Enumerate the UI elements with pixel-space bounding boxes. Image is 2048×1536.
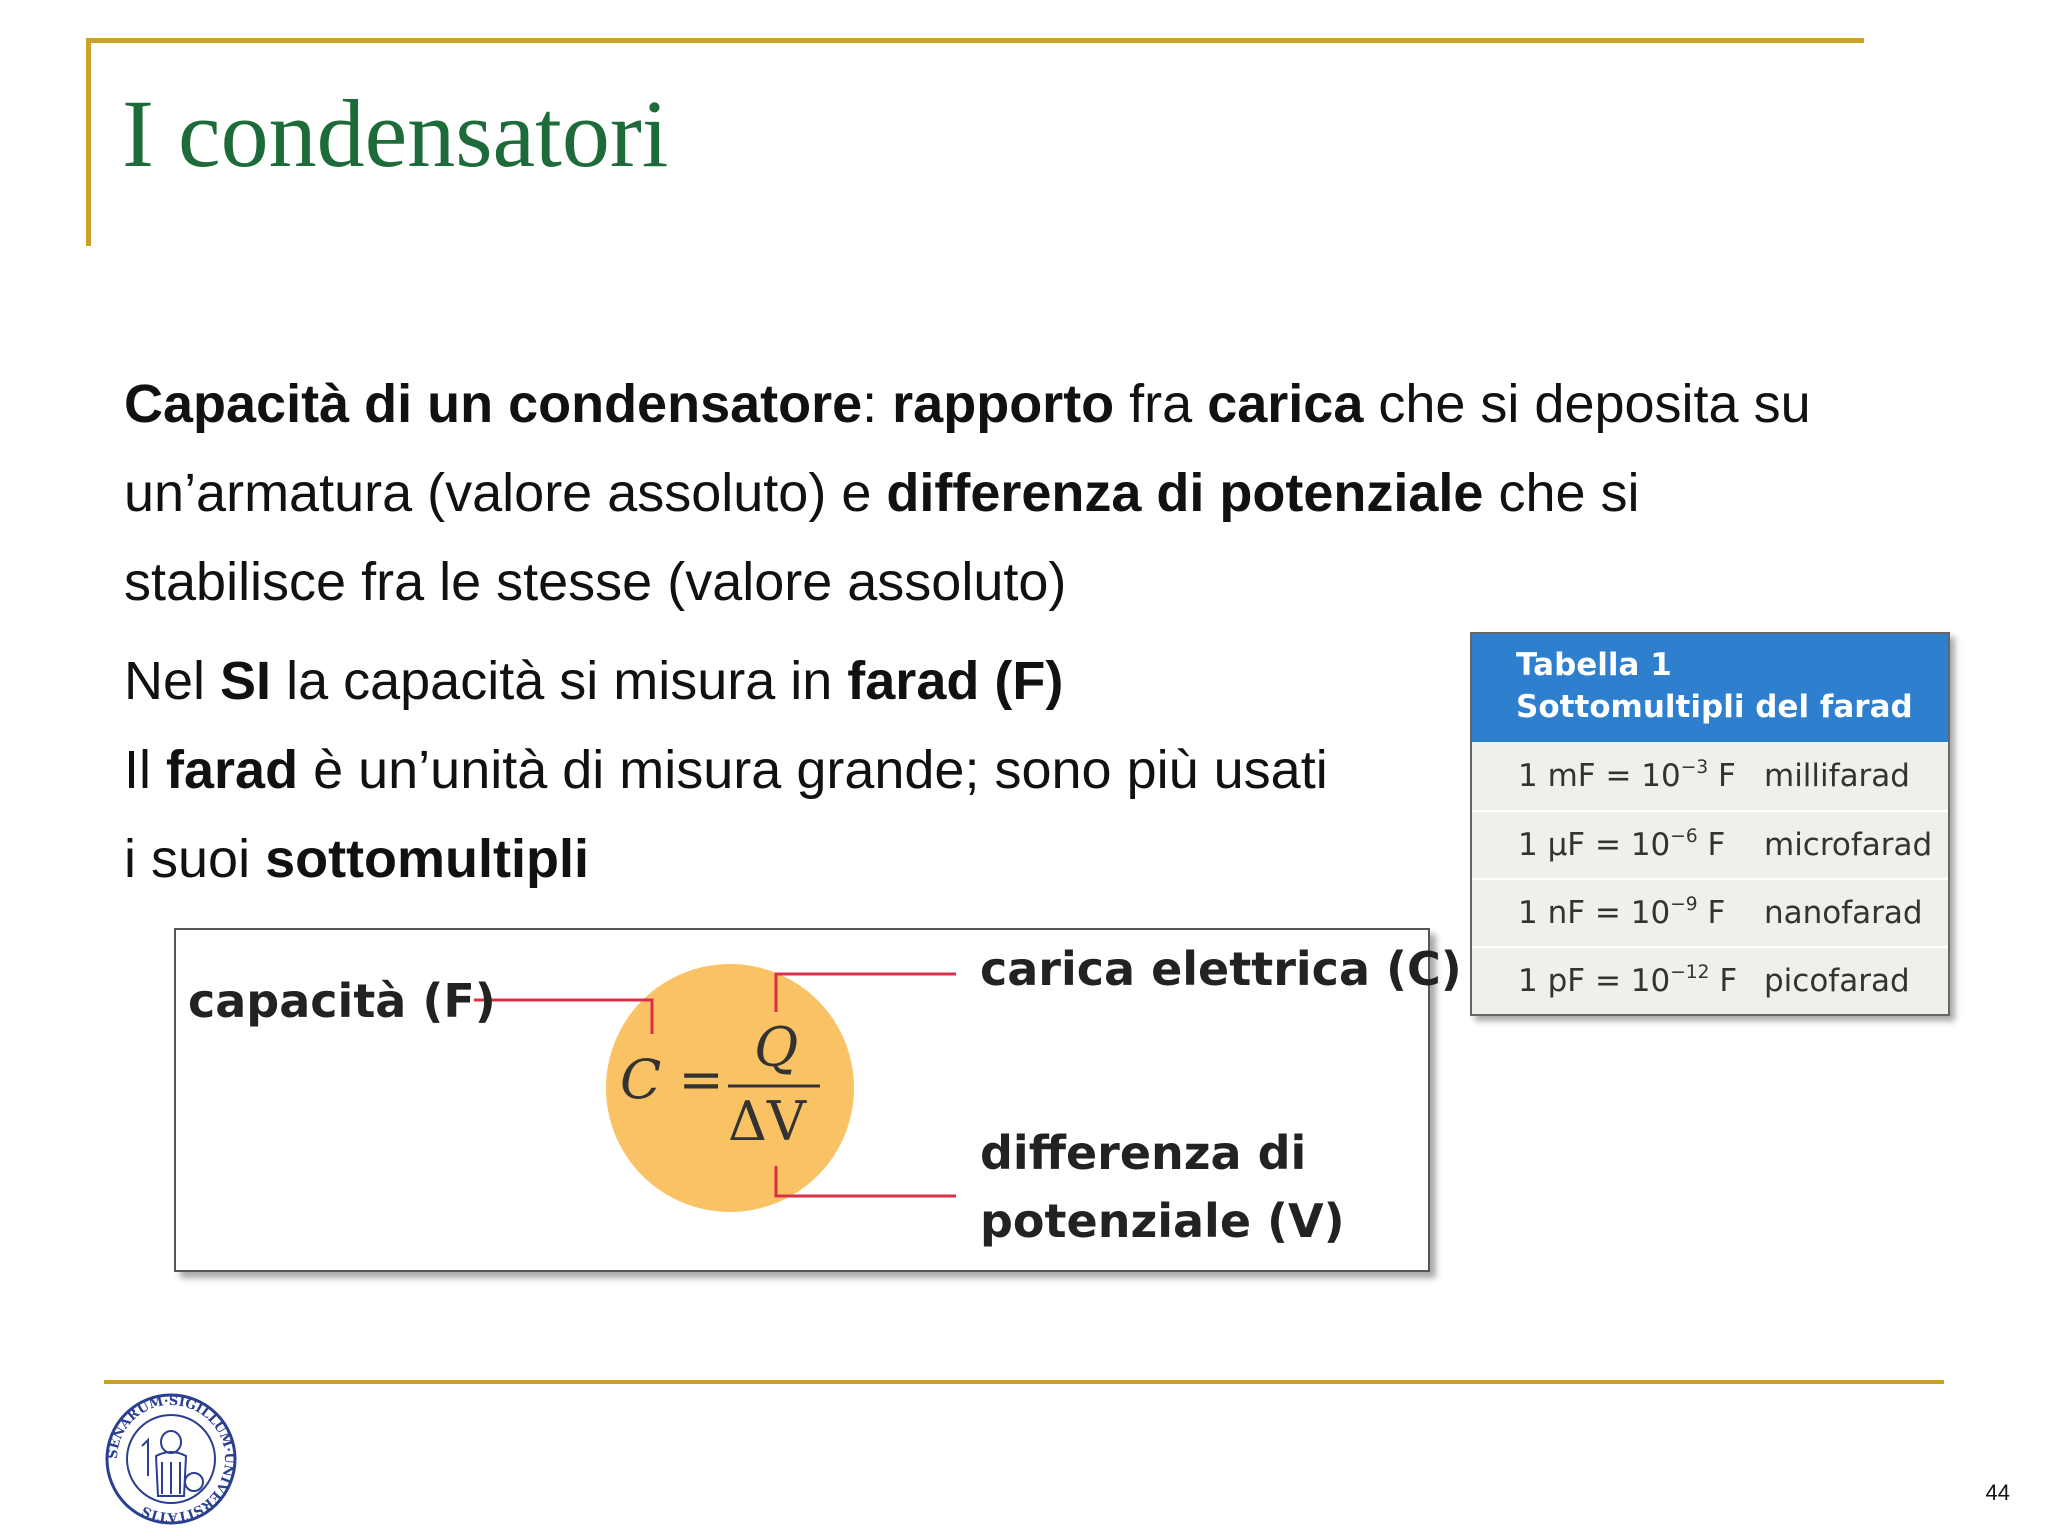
unit-name-cell: picofarad (1764, 963, 1910, 999)
formula-numerator: Q (754, 1016, 799, 1079)
title-top-rule (86, 38, 1864, 43)
charge-label: carica elettrica (C) (980, 942, 1462, 996)
title-left-rule (86, 38, 91, 246)
paragraph-si-unit: Nel SI la capacità si misura in farad (F) (124, 651, 1064, 711)
capacity-label: capacità (F) (188, 974, 496, 1028)
paragraph-farad-large: Il farad è un’unità di misura grande; sono più usati (124, 740, 1328, 800)
table-row (1472, 810, 1948, 878)
svg-text:SENARUM·SIGILLUM·UNIVERSITATIS: SENARUM·SIGILLUM·UNIVERSITATIS (105, 1393, 237, 1525)
table-row (1472, 742, 1948, 810)
table-row (1472, 878, 1948, 946)
table-row (1472, 946, 1948, 1014)
unit-name-cell: microfarad (1764, 827, 1933, 863)
unit-cell: 1 pF = $10^{-12}$ F (1518, 961, 1738, 999)
footer-rule (104, 1380, 1944, 1384)
paragraph-definition-line-2: un’armatura (valore assoluto) e differenza di potenziale che si (124, 463, 1640, 523)
unit-cell: 1 nF = $10^{-9}$ F (1518, 893, 1726, 931)
potential-label-line-1: differenza di (980, 1126, 1307, 1180)
table-body (1472, 742, 1948, 1014)
university-seal-logo (104, 1390, 238, 1528)
table-header (1472, 634, 1948, 742)
unit-name-cell: nanofarad (1764, 895, 1923, 931)
potential-label-line-2: potenziale (V) (980, 1194, 1345, 1248)
page-number: 44 (1985, 1480, 2010, 1505)
slide-title: I condensatori (122, 80, 669, 187)
unit-cell: 1 $\mu F = 10^{-6}$ F (1518, 825, 1726, 863)
unit-name-cell: millifarad (1764, 758, 1910, 794)
table-subtitle: Sottomultipli del farad (1516, 689, 1913, 725)
formula-lhs: C = (620, 1048, 724, 1111)
table-title: Tabella 1 (1516, 647, 1672, 683)
paragraph-definition-line-3: stabilisce fra le stesse (valore assoluto) (124, 552, 1067, 612)
paragraph-submultiples: i suoi sottomultipli (124, 829, 590, 889)
paragraph-definition-line-1: Capacità di un condensatore: rapporto fra carica che si deposita su (124, 374, 1811, 434)
unit-cell: 1 mF = $10^{-3}$ F (1518, 756, 1736, 794)
farad-submultiples-table (1470, 632, 1950, 1016)
formula-denominator: ΔV (728, 1090, 806, 1153)
capacitance-formula-diagram (174, 928, 1462, 1272)
